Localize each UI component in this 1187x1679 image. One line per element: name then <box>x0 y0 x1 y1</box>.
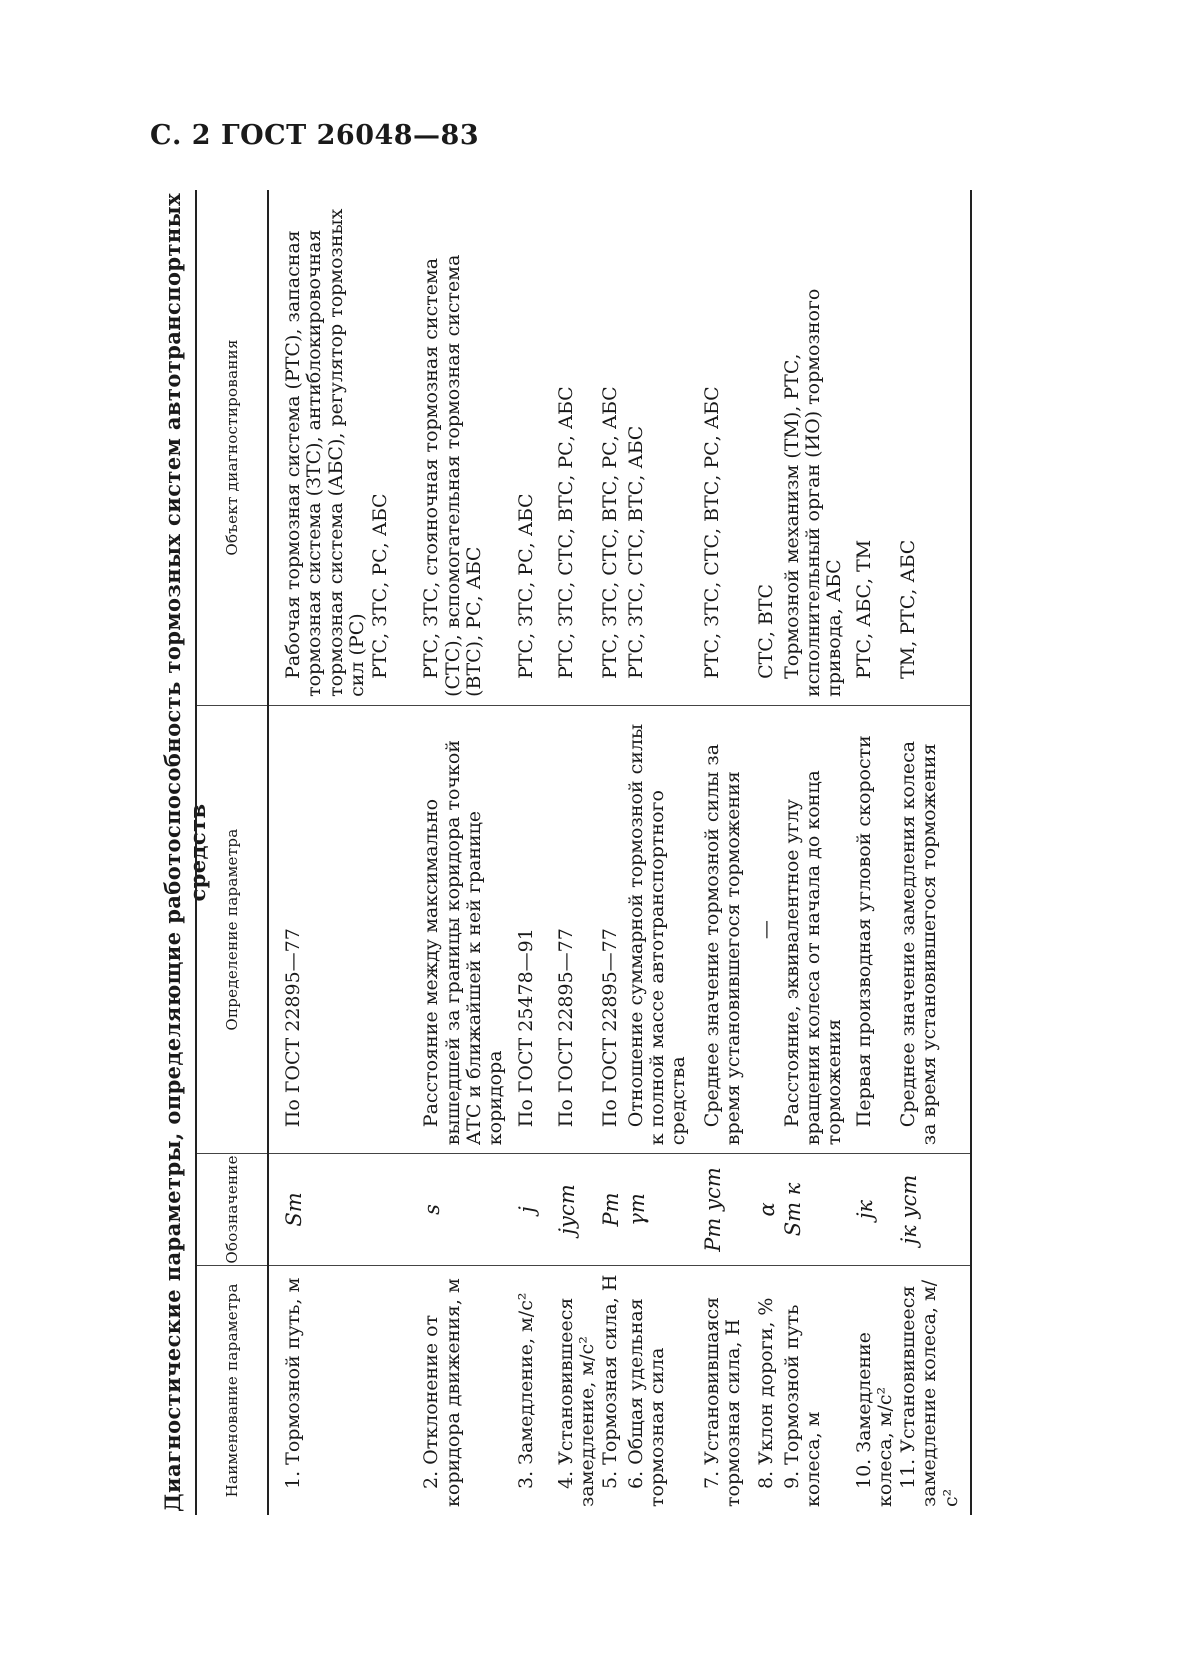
table-row <box>780 190 846 1515</box>
param-symbol: Sт <box>268 1154 368 1265</box>
param-definition: — <box>744 705 780 1153</box>
param-symbol <box>368 1154 391 1265</box>
param-definition <box>368 705 391 1153</box>
param-symbol: Pт <box>598 1154 624 1265</box>
table-row <box>391 190 506 1515</box>
table-row <box>624 190 690 1515</box>
param-name: 6. Общая удельная тормозная сила <box>624 1298 669 1507</box>
param-symbol: jуст <box>540 1154 599 1265</box>
diagnostic-parameters-table <box>195 190 972 1515</box>
param-symbol: α <box>744 1154 780 1265</box>
table-row <box>896 190 971 1515</box>
table-row <box>690 190 745 1515</box>
column-header-definition: Определение параметра <box>196 705 268 1153</box>
param-object: РТС, ЗТС, СТС, ВТС, РС, АБС <box>690 190 745 705</box>
param-definition: Расстояние между максимально вышедшей за границы коридора точкой АТС и ближайшей к ней границе коридора <box>391 705 506 1153</box>
table-row <box>846 190 897 1515</box>
param-object: РТС, ЗТС, РС, АБС <box>368 190 391 705</box>
param-symbol: j <box>506 1154 540 1265</box>
param-definition: Отношение суммарной тормозной силы к полной массе автотранспортного средства <box>624 705 690 1153</box>
table-row <box>268 190 368 1515</box>
param-definition: По ГОСТ 22895—77 <box>540 705 599 1153</box>
param-name: 7. Установившаяся тормозная сила, Н <box>700 1296 745 1507</box>
param-symbol: γт <box>624 1154 690 1265</box>
param-name: 1. Тормозной путь, м <box>282 1277 304 1489</box>
page-header: С. 2 ГОСТ 26048—83 <box>150 120 480 151</box>
param-symbol: s <box>391 1154 506 1265</box>
table-row <box>540 190 599 1515</box>
param-object: РТС, ЗТС, РС, АБС <box>506 190 540 705</box>
param-definition: Среднее значение тормозной силы за время установившегося торможения <box>690 705 745 1153</box>
column-header-symbol: Обозначение <box>196 1154 268 1265</box>
param-name: 5. Тормозная сила, Н <box>599 1274 622 1489</box>
param-symbol: Sт к <box>780 1154 846 1265</box>
param-object: СТС, ВТС <box>744 190 780 705</box>
param-name: 3. Замедление, м/с² <box>515 1292 538 1489</box>
param-name: 2. Отклонение от коридора движения, м <box>420 1278 464 1507</box>
param-definition: По ГОСТ 22895—77 <box>268 705 368 1153</box>
rotated-table-block <box>150 190 962 1515</box>
table-header-row <box>196 190 268 1515</box>
param-definition: Первая производная угловой скорости <box>846 705 897 1153</box>
param-object: РТС, ЗТС, СТС, ВТС, РС, АБС <box>540 190 599 705</box>
table-title: Диагностические параметры, определяющие работоспособность тормозных систем автотранспортных средств <box>160 192 210 1513</box>
param-symbol: jк <box>846 1154 897 1265</box>
param-symbol: Pт уст <box>690 1154 745 1265</box>
param-name: 10. Замедление колеса, м/с² <box>852 1331 896 1507</box>
param-definition: По ГОСТ 22895—77 <box>598 705 624 1153</box>
param-object: РТС, АБС, ТМ <box>846 190 897 705</box>
table-row <box>598 190 624 1515</box>
param-definition: Среднее значение замедления колеса за время установившегося торможения <box>896 705 971 1153</box>
param-object: ТМ, РТС, АБС <box>896 190 971 705</box>
param-name: 9. Тормозной путь колеса, м <box>780 1304 825 1507</box>
column-header-name: Наименование параметра <box>196 1265 268 1515</box>
param-object: РТС, ЗТС, СТС, ВТС, РС, АБС <box>598 190 624 705</box>
param-symbol: jк уст <box>896 1154 971 1265</box>
table-row <box>744 190 780 1515</box>
param-name: 4. Установившееся замедление, м/с² <box>554 1297 599 1507</box>
param-name <box>368 1265 391 1515</box>
table-row <box>368 190 391 1515</box>
param-object: Рабочая тормозная система (РТС), запасная тормозная система (ЗТС), антиблокировочная тормозная система (АБС), регулятор тормозных сил (РС) <box>268 190 368 705</box>
table-row <box>506 190 540 1515</box>
param-object: Тормозной механизм (ТМ), РТС, исполнительный орган (ИО) тормозного привода, АБС <box>780 190 846 705</box>
param-name: 8. Уклон дороги, % <box>755 1297 778 1489</box>
param-object: РТС, ЗТС, стояночная тормозная система (СТС), вспомогательная тормозная система (ВТС), РС, АБС <box>391 190 506 705</box>
param-definition: Расстояние, эквивалентное углу вращения колеса от начала до конца торможения <box>780 705 846 1153</box>
param-definition: По ГОСТ 25478—91 <box>506 705 540 1153</box>
column-header-object: Объект диагностирования <box>196 190 268 705</box>
param-object: РТС, ЗТС, СТС, ВТС, АБС <box>624 190 690 705</box>
param-name: 11. Установившееся замедление колеса, м/с² <box>897 1279 962 1507</box>
